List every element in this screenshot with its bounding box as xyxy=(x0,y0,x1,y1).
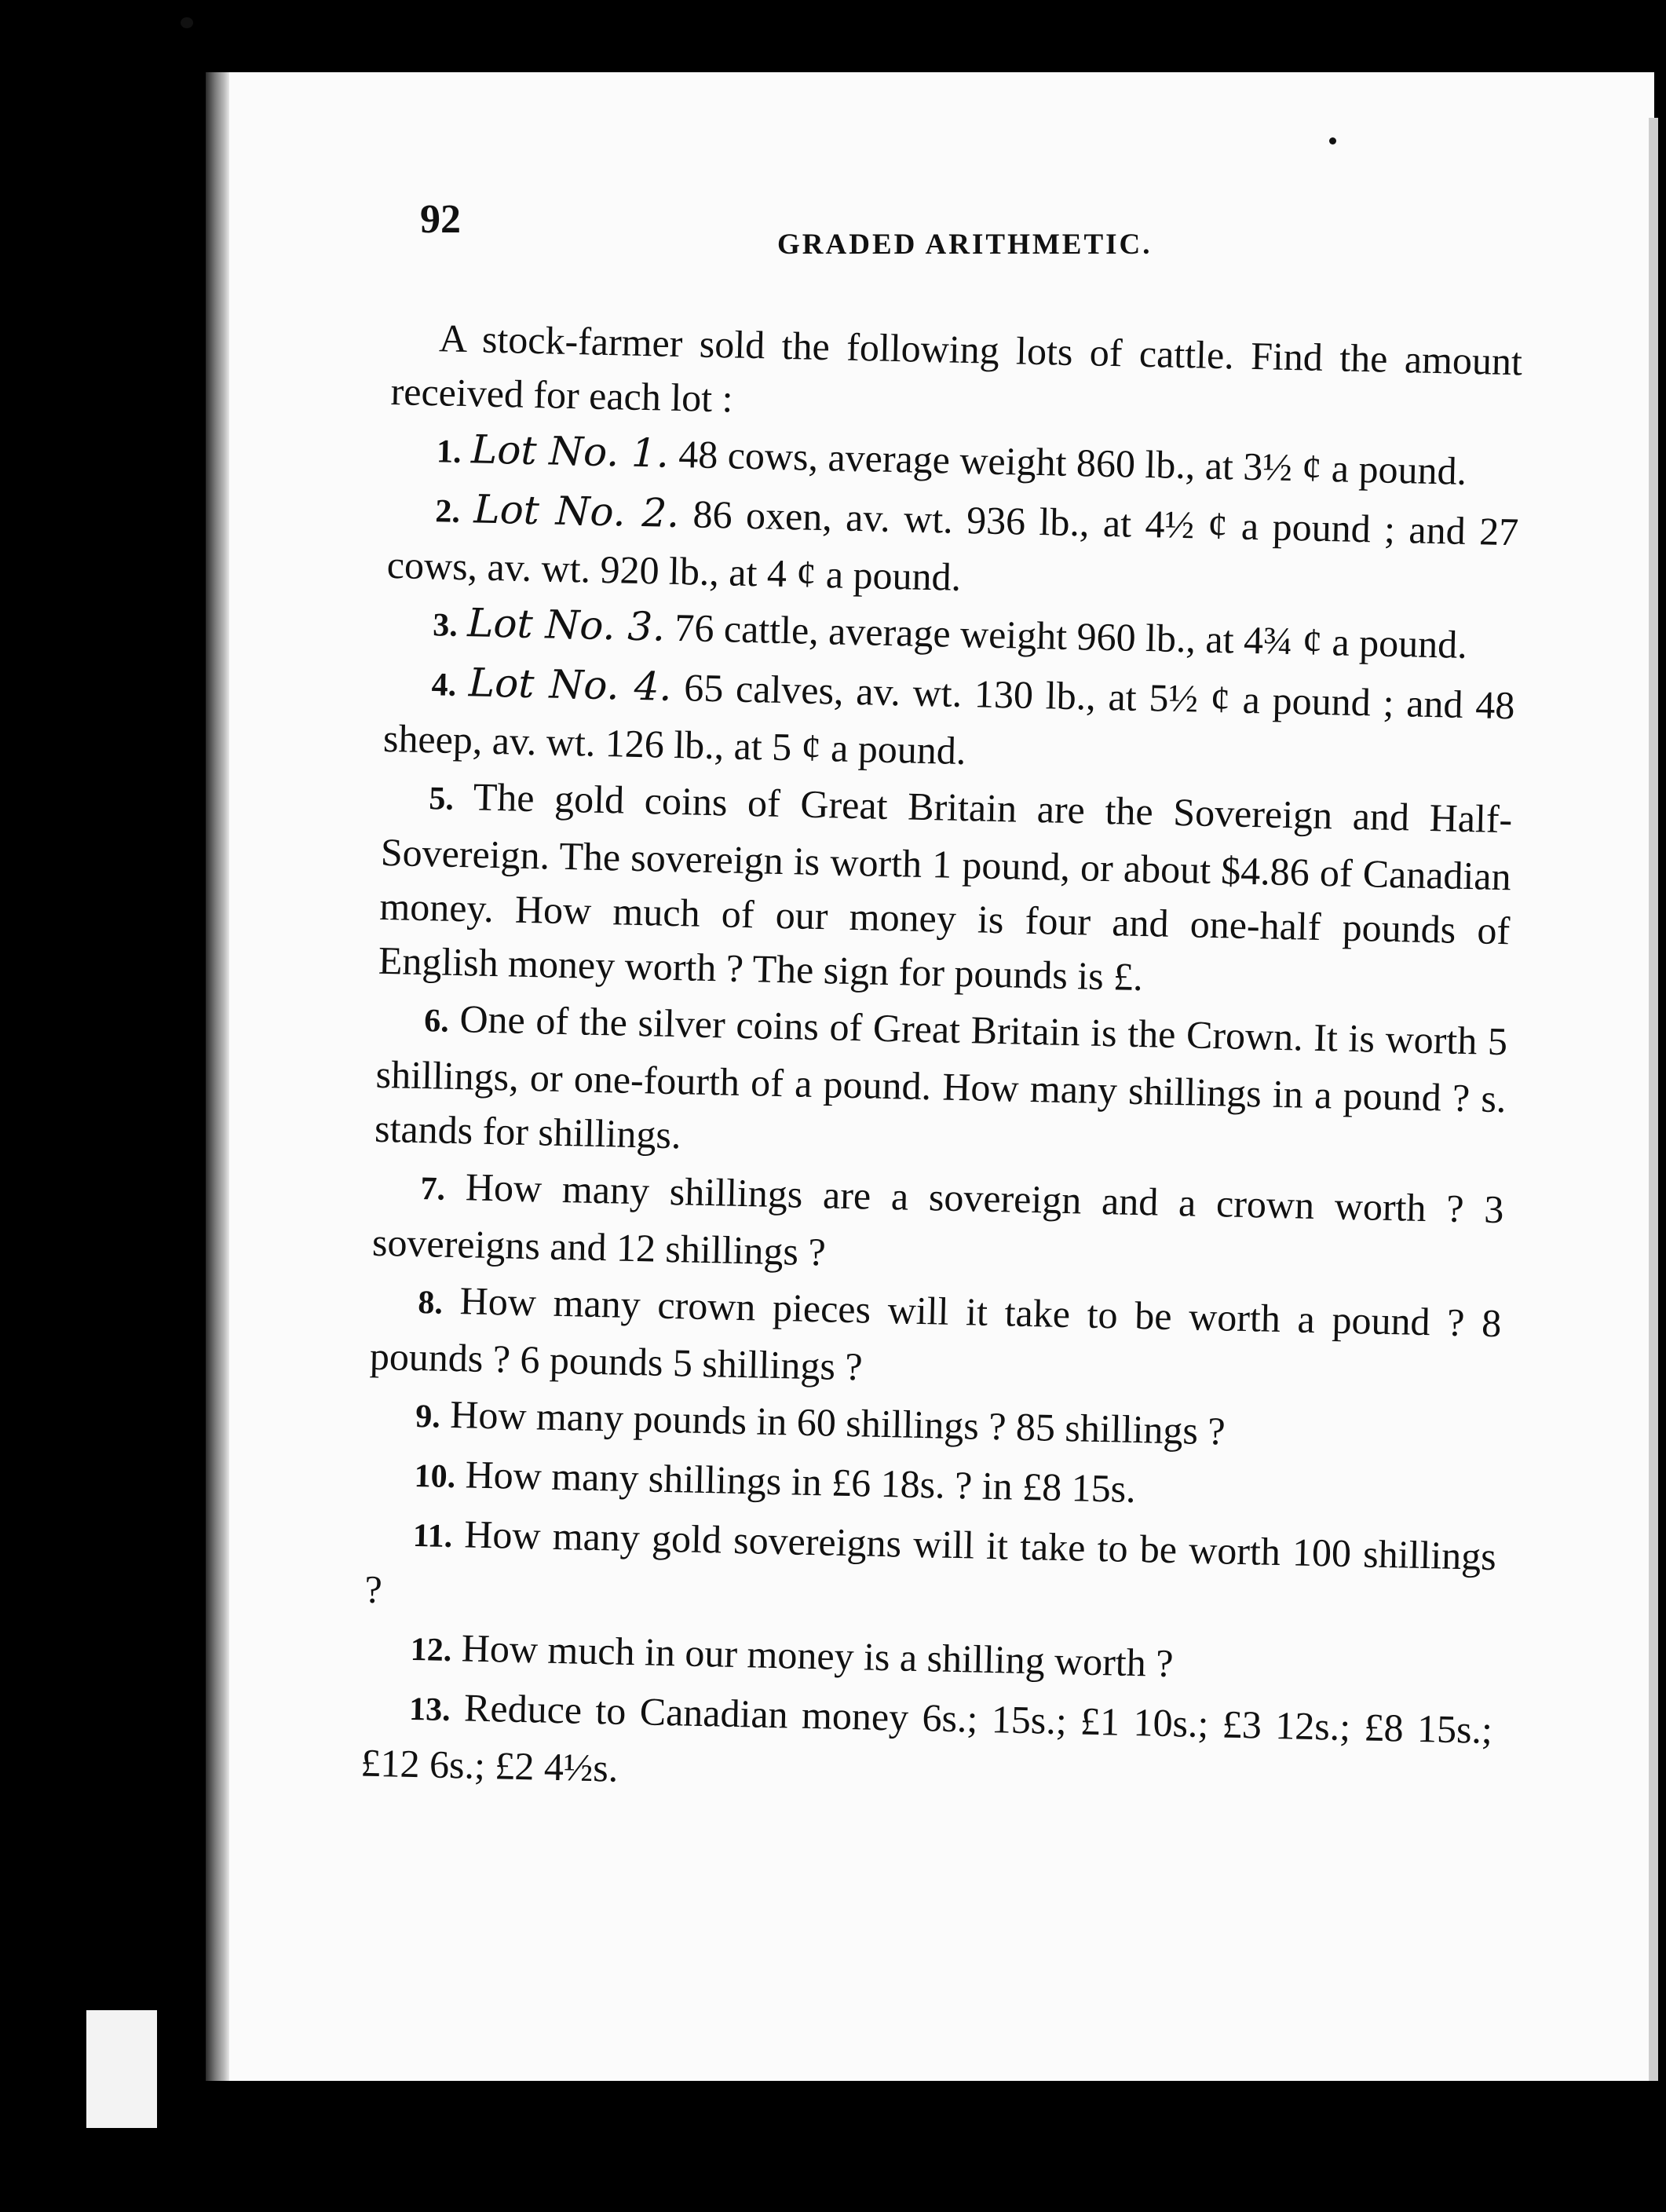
question-number: 2. xyxy=(434,493,461,530)
lot-label: Lot No. 4. xyxy=(468,660,673,710)
question-text: 48 cows, average weight 860 lb., at 3½ ¢ a pound. xyxy=(668,431,1467,493)
page-number: 92 xyxy=(420,197,461,242)
question-text: How many gold sovereigns will it take to be worth 100 shillings ? xyxy=(364,1512,1497,1612)
question-text: 65 calves, av. wt. 130 lb., at 5½ ¢ a pound ; and 48 sheep, av. wt. 126 lb., at 5 ¢ a pound. xyxy=(382,664,1515,773)
question-text: How many pounds in 60 shillings ? 85 shillings ? xyxy=(449,1391,1226,1453)
question-number: 12. xyxy=(410,1631,452,1669)
question-text: How many shillings are a sovereign and a crown worth ? 3 sovereigns and 12 shillings ? xyxy=(371,1164,1504,1274)
question-6 xyxy=(374,990,1508,1180)
question-text: How many crown pieces will it take to be worth a pound ? 8 pounds ? 6 pounds 5 shillings ? xyxy=(369,1278,1502,1389)
question-number: 5. xyxy=(428,781,455,817)
lot-label: Lot No. 3. xyxy=(466,600,666,650)
question-8 xyxy=(369,1272,1502,1408)
question-text: How much in our money is a shilling worth ? xyxy=(461,1625,1175,1686)
question-text: One of the silver coins of Great Britain is the Crown. It is worth 5 shillings, or one-fourth of a pound. How many shillings in a pound ? s. stands for shillings. xyxy=(374,996,1508,1157)
question-text: 86 oxen, av. wt. 936 lb., at 4½ ¢ a pound ; and 27 cows, av. wt. 920 lb., at 4 ¢ a pound. xyxy=(386,492,1519,599)
question-11 xyxy=(364,1505,1497,1641)
question-text: The gold coins of Great Britain are the Sovereign and Half-Sovereign. The sovereign is worth 1 pound, or about $4.86 of Canadian money. How much of our money is four and one-half pounds of English money worth ? The sign for pounds is £. xyxy=(378,774,1513,1000)
question-number: 4. xyxy=(431,667,457,704)
lot-label: Lot No. 1. xyxy=(470,426,670,477)
running-head: GRADED ARITHMETIC. xyxy=(777,229,1153,261)
intro-paragraph: A stock-farmer sold the following lots of cattle. Find the amount received for each lot : xyxy=(390,316,1523,421)
question-text: 76 cattle, average weight 960 lb., at 4¾ ¢ a pound. xyxy=(664,605,1468,667)
question-number: 7. xyxy=(420,1171,446,1208)
question-number: 9. xyxy=(415,1398,441,1435)
dust-speck xyxy=(181,17,193,28)
question-number: 11. xyxy=(412,1517,453,1556)
page-corner-tab xyxy=(86,2010,157,2128)
page-spine-shadow xyxy=(206,72,229,2081)
question-text: Reduce to Canadian money 6s.; 15s.; £1 10s.; £3 12s.; £8 15s.; £12 6s.; £2 4½s. xyxy=(360,1685,1493,1790)
page-body xyxy=(360,310,1523,1817)
question-number: 6. xyxy=(423,1003,450,1040)
question-2 xyxy=(386,481,1519,616)
page-right-edge xyxy=(1649,118,1658,2081)
question-5 xyxy=(378,768,1513,1012)
question-13 xyxy=(360,1679,1493,1815)
question-4 xyxy=(382,654,1515,790)
question-number: 10. xyxy=(414,1457,456,1496)
question-7 xyxy=(371,1158,1504,1294)
question-number: 3. xyxy=(432,607,459,644)
question-number: 8. xyxy=(417,1285,444,1322)
question-number: 13. xyxy=(408,1691,451,1729)
question-number: 1. xyxy=(436,433,462,470)
question-text: How many shillings in £6 18s. ? in £8 15s. xyxy=(465,1452,1137,1512)
dust-speck xyxy=(1329,137,1336,144)
lot-label: Lot No. 2. xyxy=(473,486,680,537)
